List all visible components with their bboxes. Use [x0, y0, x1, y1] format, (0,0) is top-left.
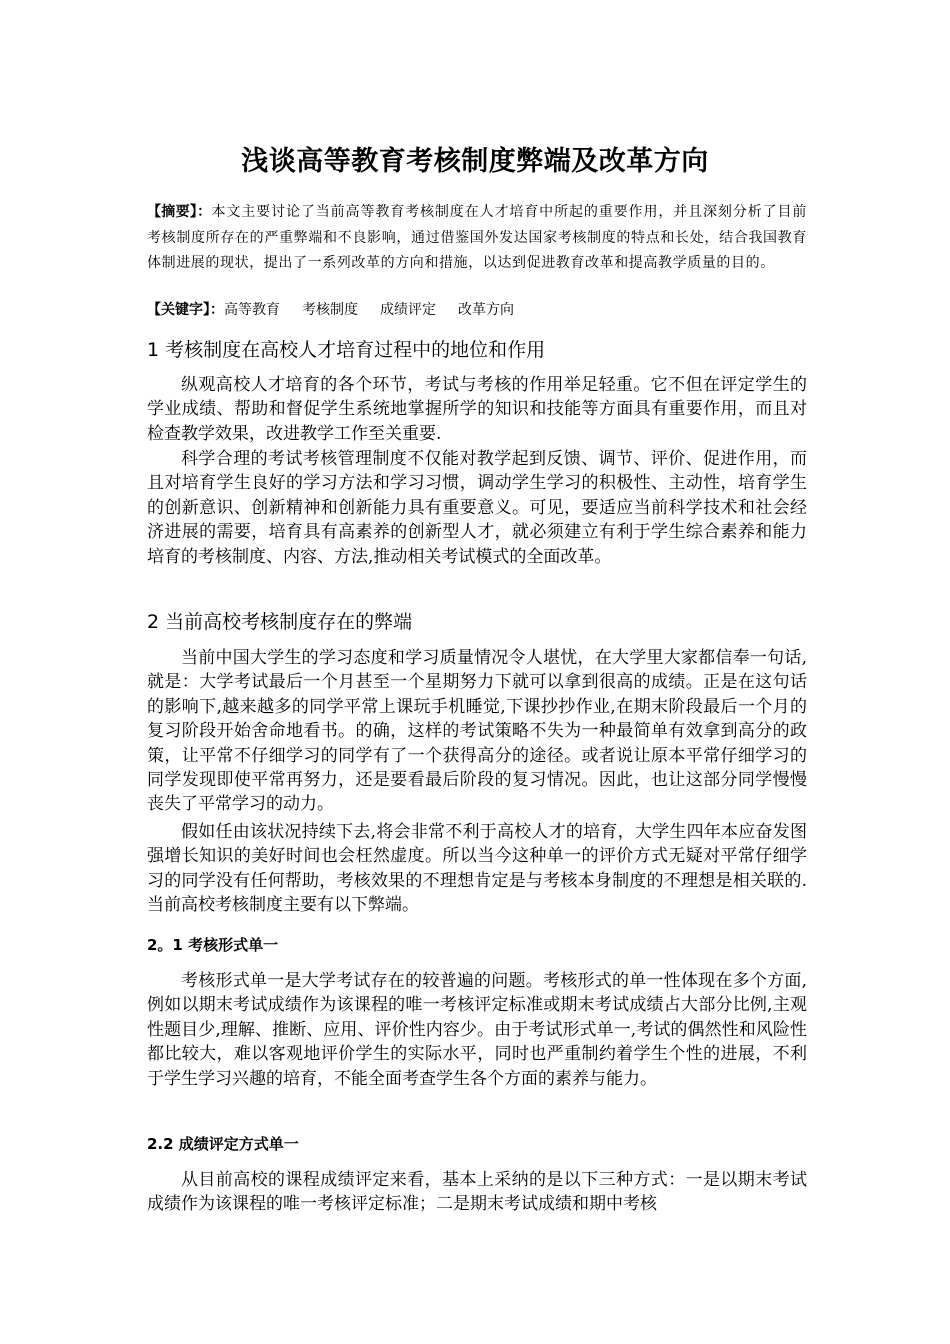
subsection-2-2-paragraph: 从目前高校的课程成绩评定来看，基本上采纳的是以下三种方式：一是以期末考试成绩作为该课程的唯一考核评定标准；二是期末考试成绩和期中考核 — [147, 1170, 807, 1215]
abstract-text: 本文主要讨论了当前高等教育考核制度在人才培育中所起的重要作用，并且深刻分析了目前考核制度所存在的严重弊端和不良影响，通过借鉴国外发达国家考核制度的特点和长处，结合我国教育体制进展的现状，提出了一系列改革的方向和措施，以达到促进教育改革和提高教学质量的目的。 — [147, 204, 808, 271]
keywords-label: 【关键字】： — [147, 302, 224, 318]
abstract — [147, 200, 807, 277]
subsection-2-1-paragraph: 考核形式单一是大学考试存在的较普遍的问题。考核形式的单一性体现在多个方面,例如以期末考试成绩作为该课程的唯一考核评定标准或期末考试成绩占大部分比例,主观性题目少,理解、推断、应用、评价性内容少。由于考试形式单一,考试的偶然性和风险性都比较大，难以客观地评价学生的实际水平，同时也严重制约着学生个性的进展，不利于学生学习兴趣的培育，不能全面考查学生各个方面的素养与能力。 — [147, 971, 807, 1089]
keyword-item: 改革方向 — [458, 302, 514, 318]
section-1-paragraph-2: 科学合理的考试考核管理制度不仅能对教学起到反馈、调节、评价、促进作用，而且对培育学生良好的学习方法和学习习惯，调动学生学习的积极性、主动性，培育学生的创新意识、创新精神和创新能力具有重要意义。可见，要适应当前科学技术和社会经济进展的需要，培育具有高素养的创新型人才，就必须建立有利于学生综合素养和能力培育的考核制度、内容、方法,推动相关考试模式的全面改革。 — [147, 449, 807, 567]
section-2-paragraph-2: 假如任由该状况持续下去,将会非常不利于高校人才的培育，大学生四年本应奋发图强增长知识的美好时间也会枉然虚度。所以当今这种单一的评价方式无疑对平常仔细学习的同学没有任何帮助，考核效果的不理想肯定是与考核本身制度的不理想是相关联的.当前高校考核制度主要有以下弊端。 — [147, 822, 807, 916]
subsection-2-1-heading: 2。1 考核形式单一 — [147, 936, 279, 954]
page-title: 浅谈高等教育考核制度弊端及改革方向 — [241, 146, 709, 177]
keywords — [147, 298, 807, 323]
section-1-paragraph-1: 纵观高校人才培育的各个环节，考试与考核的作用举足轻重。它不但在评定学生的学业成绩、帮助和督促学生系统地掌握所学的知识和技能等方面具有重要作用，而且对检查教学效果，改进教学工作至关重要. — [147, 375, 807, 444]
section-2-paragraph-1: 当前中国大学生的学习态度和学习质量情况令人堪忧，在大学里大家都信奉一句话,就是：大学考试最后一个月甚至一个星期努力下就可以拿到很高的成绩。正是在这句话的影响下,越来越多的同学平常上课玩手机睡觉,下课抄抄作业,在期末阶段最后一个月的复习阶段开始舍命地看书。的确，这样的考试策略不失为一种最简单有效拿到高分的政策，让平常不仔细学习的同学有了一个获得高分的途径。或者说让原本平常仔细学习的同学发现即使平常再努力，还是要看最后阶段的复习情况。因此，也让这部分同学慢慢丧失了平常学习的动力。 — [147, 648, 807, 815]
keyword-item: 考核制度 — [302, 302, 358, 318]
keyword-item: 高等教育 — [224, 302, 280, 318]
abstract-label: 【摘要】： — [147, 204, 212, 220]
section-2-heading: 2 当前高校考核制度存在的弊端 — [147, 611, 413, 633]
section-1-heading: 1 考核制度在高校人才培育过程中的地位和作用 — [147, 339, 546, 361]
subsection-2-2-heading: 2.2 成绩评定方式单一 — [147, 1135, 299, 1153]
keyword-item: 成绩评定 — [380, 302, 436, 318]
